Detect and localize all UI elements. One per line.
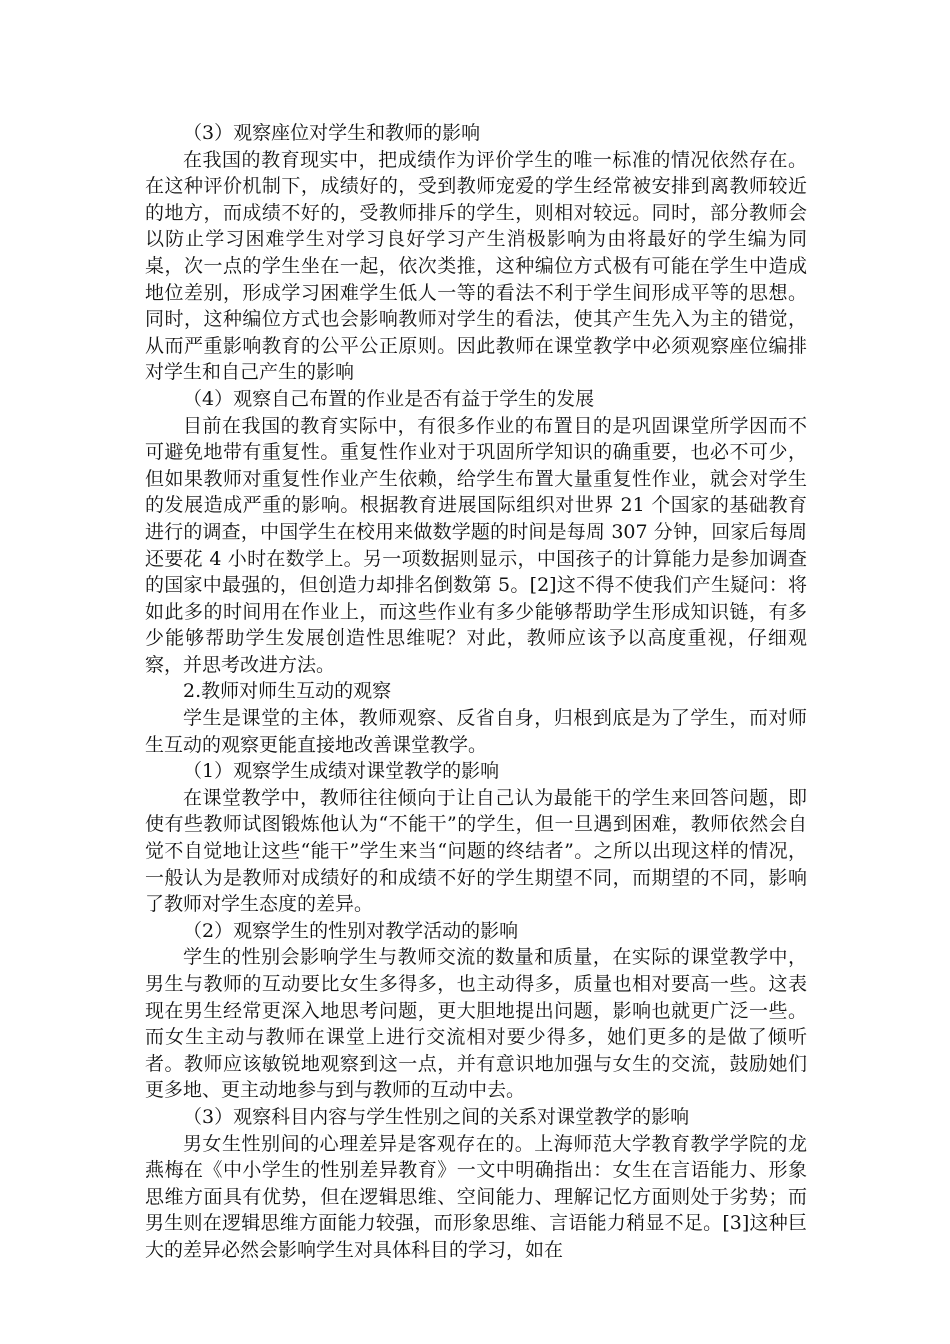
- section-heading-grades: （1）观察学生成绩对课堂教学的影响: [183, 760, 500, 783]
- paragraph-seating: 在我国的教育现实中，把成绩作为评价学生的唯一标准的情况依然存在。在这种评价机制下，成绩好的，受到教师宠爱的学生经常被安排到离教师较近的地方，而成绩不好的，受教师排斥的学生，则相对较远。同时，部分教师会以防止学习困难学生对学习良好学习产生消极影响为由将最好的学生编为同桌，次一点的学生坐在一起，依次类推，这种编位方式极有可能在学生中造成地位差别，形成学习困难学生低人一等的看法不利于学生间形成平等的思想。同时，这种编位方式也会影响教师对学生的看法，使其产生先入为主的错觉，从而严重影响教育的公平公正原则。因此教师在课堂教学中必须观察座位编排对学生和自己产生的影响: [145, 148, 807, 384]
- section-heading-homework: （4）观察自己布置的作业是否有益于学生的发展: [183, 387, 595, 410]
- paragraph-grades: 在课堂教学中，教师往往倾向于让自己认为最能干的学生来回答问题，即使有些教师试图锻炼他认为“不能干”的学生，但一旦遇到困难，教师依然会自觉不自觉地让这些“能干”学生来当“问题的终结者”。之所以出现这样的情况，一般认为是教师对成绩好的和成绩不好的学生期望不同，而期望的不同，影响了教师对学生态度的差异。: [145, 786, 807, 916]
- document-page: [145, 120, 807, 1264]
- paragraph-gender: 学生的性别会影响学生与教师交流的数量和质量，在实际的课堂教学中，男生与教师的互动要比女生多得多，也主动得多，质量也相对要高一些。这表现在男生经常更深入地思考问题，更大胆地提出问题，影响也就更广泛一些。而女生主动与教师在课堂上进行交流相对要少得多，她们更多的是做了倾听者。教师应该敏锐地观察到这一点，并有意识地加强与女生的交流，鼓励她们更多地、更主动地参与到与教师的互动中去。: [145, 946, 807, 1102]
- paragraph-interaction: 学生是课堂的主体，教师观察、反省自身，归根到底是为了学生，而对师生互动的观察更能直接地改善课堂教学。: [145, 707, 807, 756]
- section-heading-interaction: 2.教师对师生互动的观察: [183, 680, 392, 703]
- section-heading-gender: （2）观察学生的性别对教学活动的影响: [183, 919, 519, 942]
- section-heading-seating: （3）观察座位对学生和教师的影响: [183, 122, 481, 144]
- paragraph-subject-gender: 男女生性别间的心理差异是客观存在的。上海师范大学教育教学学院的龙燕梅在《中小学生的性别差异教育》一文中明确指出：女生在言语能力、形象思维方面具有优势，但在逻辑思维、空间能力、理解记忆方面则处于劣势；而男生则在逻辑思维方面能力较强，而形象思维、言语能力稍显不足。[3]这种巨大的差异必然会影响学生对具体科目的学习，如在: [145, 1132, 807, 1261]
- section-heading-subject-gender: （3）观察科目内容与学生性别之间的关系对课堂教学的影响: [183, 1105, 690, 1128]
- paragraph-homework: 目前在我国的教育实际中，有很多作业的布置目的是巩固课堂所学因而不可避免地带有重复性。重复性作业对于巩固所学知识的确重要，也必不可少，但如果教师对重复性作业产生依赖，给学生布置大量重复性作业，就会对学生的发展造成严重的影响。根据教育进展国际组织对世界 21 个国家的基础教育进行的调查，中国学生在校用来做数学题的时间是每周 307 分钟，回家后每周还要花 4 小时在数学上。另一项数据则显示，中国孩子的计算能力是参加调查的国家中最强的，但创造力却排名倒数第 5。[2]这不得不使我们产生疑问：将如此多的时间用在作业上，而这些作业有多少能够帮助学生形成知识链，有多少能够帮助学生发展创造性思维呢？对此，教师应该予以高度重视，仔细观察，并思考改进方法。: [145, 414, 807, 676]
